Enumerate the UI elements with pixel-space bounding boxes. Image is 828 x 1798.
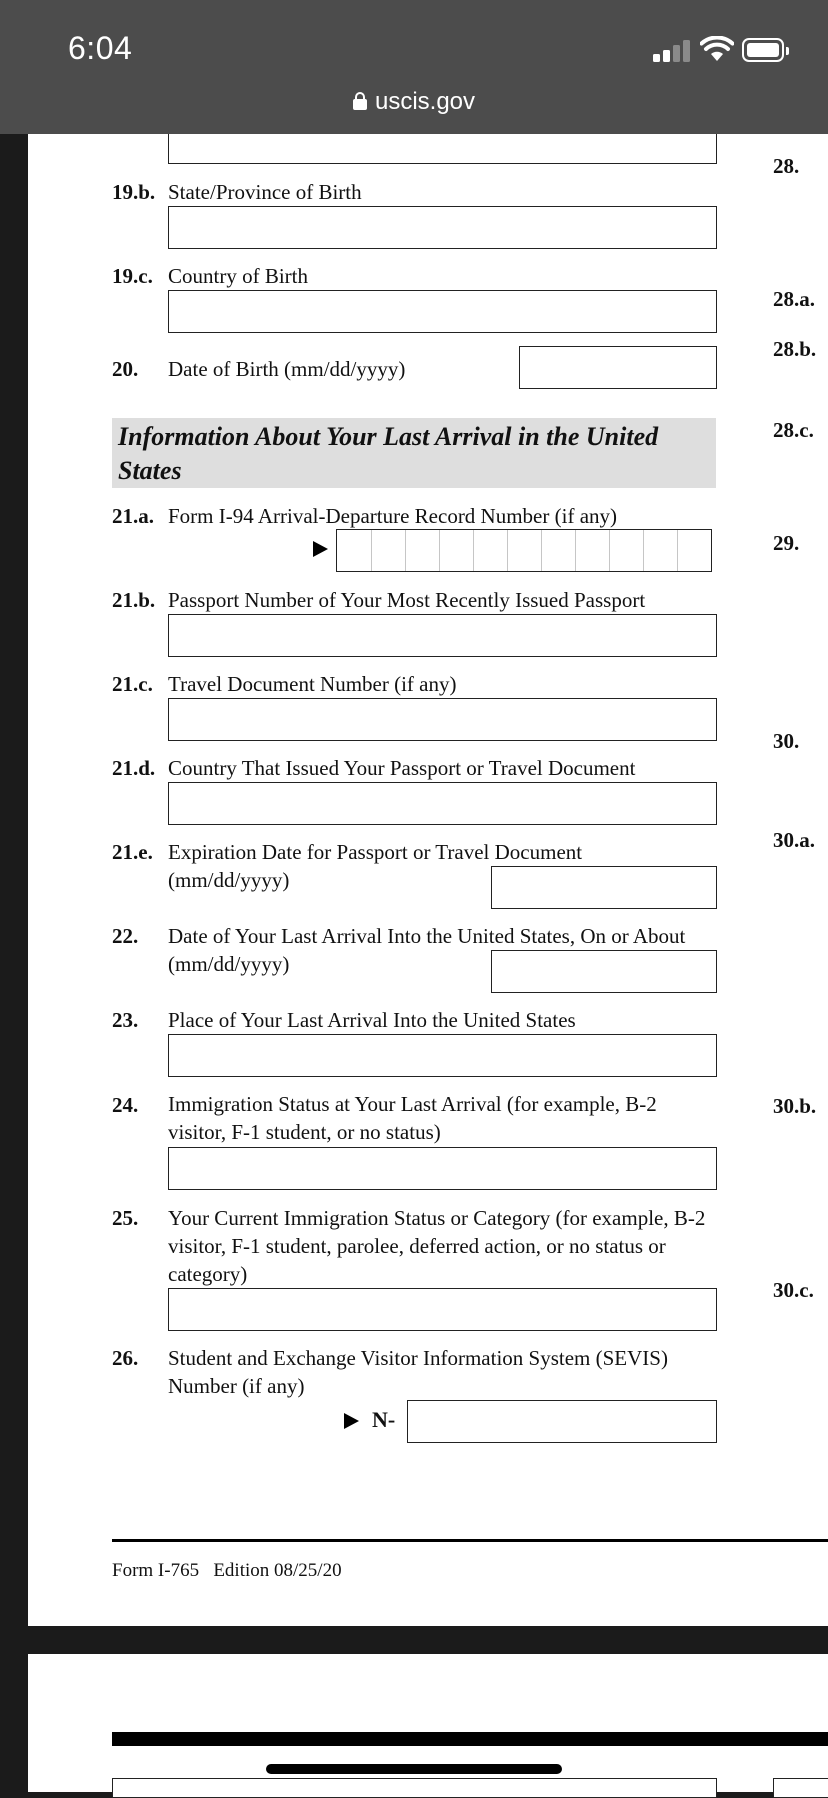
- next-page-right-box: [773, 1778, 828, 1798]
- last-arrival-date-label: Date of Your Last Arrival Into the United States, On or About (mm/dd/yyyy): [168, 924, 686, 976]
- arrow-right-icon: [344, 1413, 359, 1429]
- item-number: 23.: [112, 1008, 139, 1032]
- next-page-section-box: [112, 1778, 717, 1798]
- footer-rule: [112, 1539, 828, 1542]
- item-number: 21.d.: [112, 756, 156, 780]
- wifi-icon: [700, 36, 734, 64]
- arrival-status-label: Immigration Status at Your Last Arrival (for example, B-2 visitor, F-1 student, or no status): [168, 1092, 657, 1144]
- right-column-number: 28.: [773, 154, 800, 178]
- next-page-header-rule: [112, 1732, 828, 1746]
- item-number: 19.c.: [112, 264, 153, 288]
- item-number: 21.e.: [112, 840, 153, 864]
- item-number: 20.: [112, 357, 139, 381]
- right-column-number: 30.b.: [773, 1094, 817, 1118]
- item-number: 24.: [112, 1093, 139, 1117]
- country-of-birth-field[interactable]: [168, 290, 717, 333]
- home-indicator[interactable]: [266, 1764, 562, 1774]
- issuing-country-field[interactable]: [168, 782, 717, 825]
- travel-document-field[interactable]: [168, 698, 717, 741]
- state-of-birth-field[interactable]: [168, 206, 717, 249]
- passport-number-field[interactable]: [168, 614, 717, 657]
- sevis-number-field[interactable]: [407, 1400, 717, 1443]
- current-status-label: Your Current Immigration Status or Category (for example, B-2 visitor, F-1 student, parolee, deferred action, or no status or category): [168, 1206, 706, 1286]
- i94-number-field[interactable]: [336, 529, 712, 572]
- arrival-place-field[interactable]: [168, 1034, 717, 1077]
- item-number: 22.: [112, 924, 139, 948]
- arrival-place-label: Place of Your Last Arrival Into the United States: [168, 1008, 576, 1032]
- right-column-number: 30.c.: [773, 1278, 814, 1302]
- clock-time: 6:04: [68, 30, 133, 66]
- right-column-number: 28.c.: [773, 418, 814, 442]
- item-number: 25.: [112, 1206, 139, 1230]
- state-of-birth-label: State/Province of Birth: [168, 180, 362, 204]
- passport-number-label: Passport Number of Your Most Recently Issued Passport: [168, 588, 646, 612]
- right-column-number: 28.b.: [773, 337, 817, 361]
- right-column-number: 30.: [773, 729, 800, 753]
- item-number: 26.: [112, 1346, 139, 1370]
- signal-icon: [653, 40, 691, 62]
- arrow-right-icon: [313, 541, 328, 557]
- date-of-birth-label: Date of Birth (mm/dd/yyyy): [168, 357, 406, 381]
- battery-icon: [742, 38, 784, 62]
- travel-document-label: Travel Document Number (if any): [168, 672, 457, 696]
- item-number: 21.c.: [112, 672, 153, 696]
- form-footer: [112, 1560, 342, 1582]
- address-bar[interactable]: [0, 88, 828, 116]
- browser-status-bar: [0, 0, 828, 134]
- expiration-date-label: Expiration Date for Passport or Travel Document (mm/dd/yyyy): [168, 840, 583, 892]
- item-number: 21.a.: [112, 504, 154, 528]
- issuing-country-label: Country That Issued Your Passport or Travel Document: [168, 756, 636, 780]
- right-column-number: 29.: [773, 531, 800, 555]
- right-column-number: 30.a.: [773, 828, 815, 852]
- expiration-date-field[interactable]: [491, 866, 717, 909]
- arrival-status-field[interactable]: [168, 1147, 717, 1190]
- url-text: uscis.gov: [374, 88, 476, 115]
- item-number: 19.b.: [112, 180, 156, 204]
- section-title: Information About Your Last Arrival in the United States: [118, 422, 659, 485]
- i94-number-label: Form I-94 Arrival-Departure Record Number (if any): [168, 504, 618, 528]
- sevis-prefix: N-: [372, 1407, 396, 1432]
- form-edition: Edition 08/25/20: [213, 1560, 342, 1581]
- current-status-field[interactable]: [168, 1288, 717, 1331]
- form-name: Form I-765: [112, 1560, 200, 1581]
- right-column-number: 28.a.: [773, 287, 815, 311]
- sevis-number-label: Student and Exchange Visitor Information System (SEVIS) Number (if any): [168, 1346, 668, 1398]
- last-arrival-date-field[interactable]: [491, 950, 717, 993]
- lock-icon: [353, 92, 367, 110]
- item-number: 21.b.: [112, 588, 156, 612]
- birth-city-field[interactable]: [168, 134, 717, 164]
- date-of-birth-field[interactable]: [519, 346, 717, 389]
- country-of-birth-label: Country of Birth: [168, 264, 308, 288]
